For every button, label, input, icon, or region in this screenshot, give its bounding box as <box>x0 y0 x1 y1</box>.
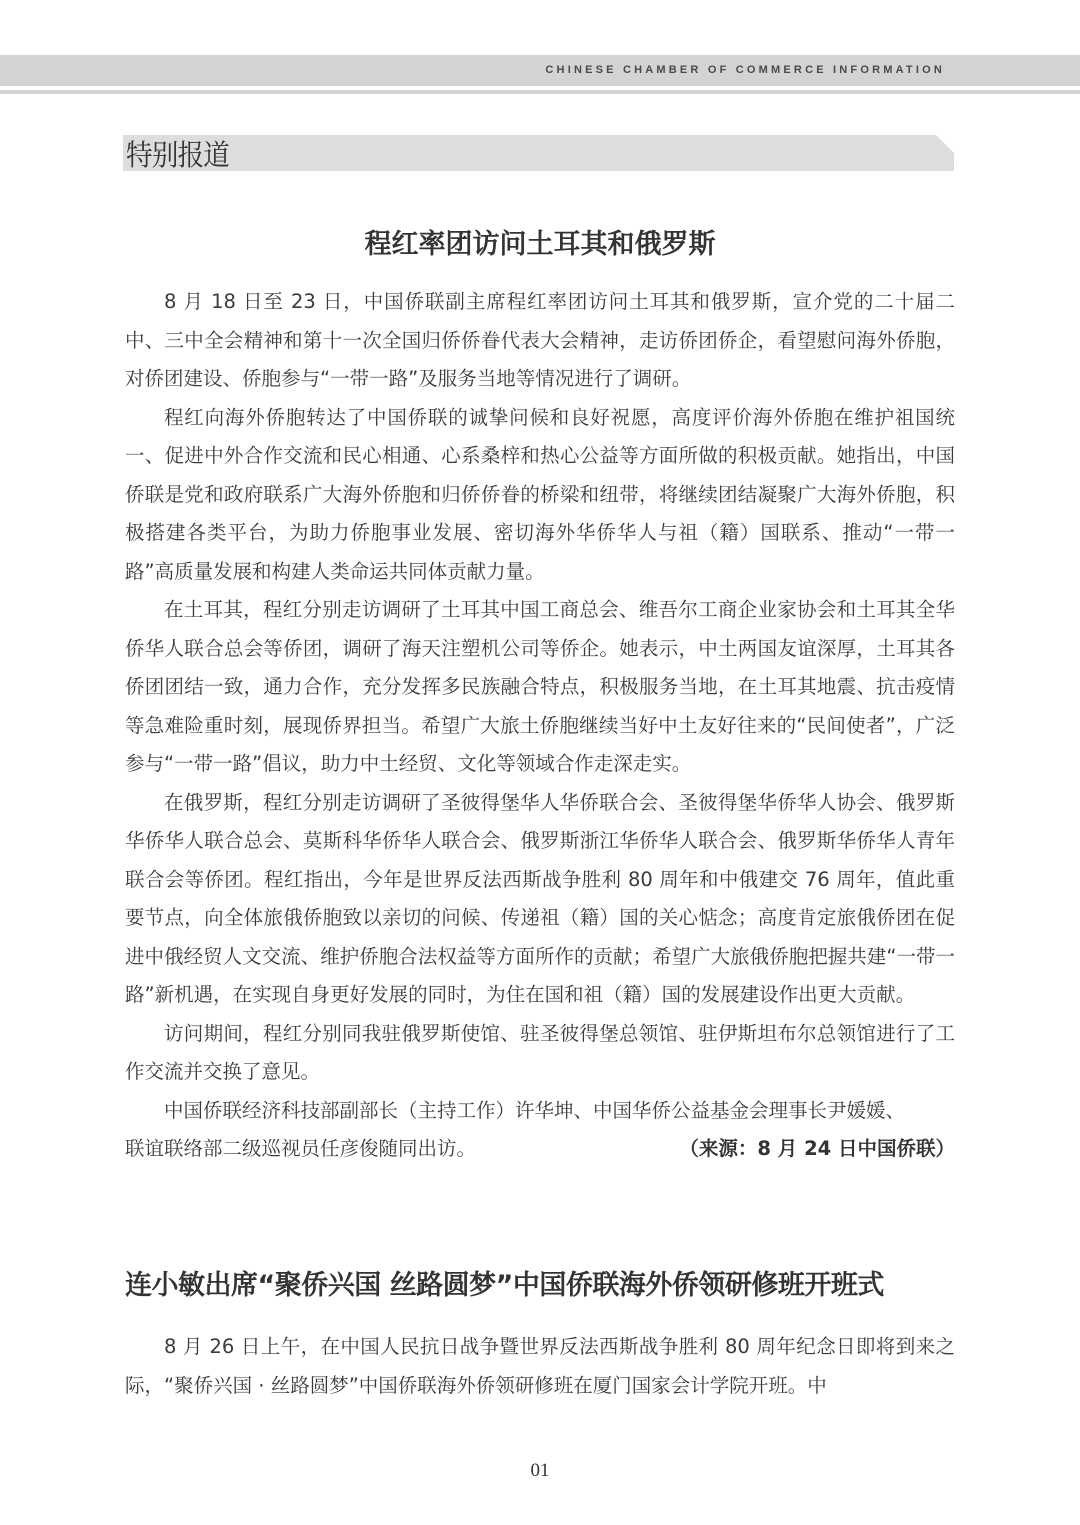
paragraph: 8 月 26 日上午，在中国人民抗日战争暨世界反法西斯战争胜利 80 周年纪念日即将到来之际，“聚侨兴国 · 丝路圆梦”中国侨联海外侨领研修班在厦门国家会计学院开班。中 <box>125 1335 955 1397</box>
section-banner <box>123 135 954 171</box>
paragraph: 访问期间，程红分别同我驻俄罗斯使馆、驻圣彼得堡总领馆、驻伊斯坦布尔总领馆进行了工作交流并交换了意见。 <box>125 1021 955 1083</box>
article-body-2 <box>125 1328 955 1405</box>
section-title: 特别报道 <box>126 138 230 172</box>
paragraph: 在土耳其，程红分别走访调研了土耳其中国工商总会、维吾尔工商企业家协会和土耳其全华侨华人联合总会等侨团，调研了海天注塑机公司等侨企。她表示，中土两国友谊深厚，土耳其各侨团团结一致，通力合作，充分发挥多民族融合特点，积极服务当地，在土耳其地震、抗击疫情等急难险重时刻，展现侨界担当。希望广大旅土侨胞继续当好中土友好往来的“民间使者”，广泛参与“一带一路”倡议，助力中土经贸、文化等领域合作走深走实。 <box>125 598 955 775</box>
article-title-2: 连小敏出席“聚侨兴国 丝路圆梦”中国侨联海外侨领研修班开班式 <box>125 1270 884 1301</box>
article-body <box>125 283 955 1169</box>
page-number: 01 <box>530 1460 550 1481</box>
paragraph: 程红向海外侨胞转达了中国侨联的诚挚问候和良好祝愿，高度评价海外侨胞在维护祖国统一、促进中外合作交流和民心相通、心系桑梓和热心公益等方面所做的积极贡献。她指出，中国侨联是党和政府联系广大海外侨胞和归侨侨眷的桥梁和纽带，将继续团结凝聚广大海外侨胞，积极搭建各类平台，为助力侨胞事业发展、密切海外华侨华人与祖（籍）国联系、推动“一带一路”高质量发展和构建人类命运共同体贡献力量。 <box>125 405 955 583</box>
source-attribution: （来源：8 月 24 日中国侨联） <box>679 1137 955 1160</box>
closing-line <box>125 1130 955 1169</box>
paragraph: 8 月 18 日至 23 日，中国侨联副主席程红率团访问土耳其和俄罗斯，宣介党的二十届二中、三中全会精神和第十一次全国归侨侨眷代表大会精神，走访侨团侨企，看望慰问海外侨胞，对侨团建设、侨胞参与“一带一路”及服务当地等情况进行了调研。 <box>125 290 955 390</box>
closing-text: 联谊联络部二级巡视员任彦俊随同出访。 <box>125 1137 477 1160</box>
publication-name: CHINESE CHAMBER OF COMMERCE INFORMATION <box>545 64 945 76</box>
header-band <box>0 55 1080 86</box>
paragraph: 在俄罗斯，程红分别走访调研了圣彼得堡华人华侨联合会、圣彼得堡华侨华人协会、俄罗斯华侨华人联合总会、莫斯科华侨华人联合会、俄罗斯浙江华侨华人联合会、俄罗斯华侨华人青年联合会等侨团。程红指出，今年是世界反法西斯战争胜利 80 周年和中俄建交 76 周年，值此重要节点，向全体旅俄侨胞致以亲切的问候、传递祖（籍）国的关心惦念；高度肯定旅俄侨团在促进中俄经贸人文交流、维护侨胞合法权益等方面所作的贡献；希望广大旅俄侨胞把握共建“一带一路”新机遇，在实现自身更好发展的同时，为住在国和祖（籍）国的发展建设作出更大贡献。 <box>125 790 955 1006</box>
paragraph: 中国侨联经济科技部副部长（主持工作）许华坤、中国华侨公益基金会理事长尹媛媛、 <box>164 1098 906 1122</box>
article-title: 程红率团访问土耳其和俄罗斯 <box>364 229 716 260</box>
header-divider <box>0 90 1080 94</box>
